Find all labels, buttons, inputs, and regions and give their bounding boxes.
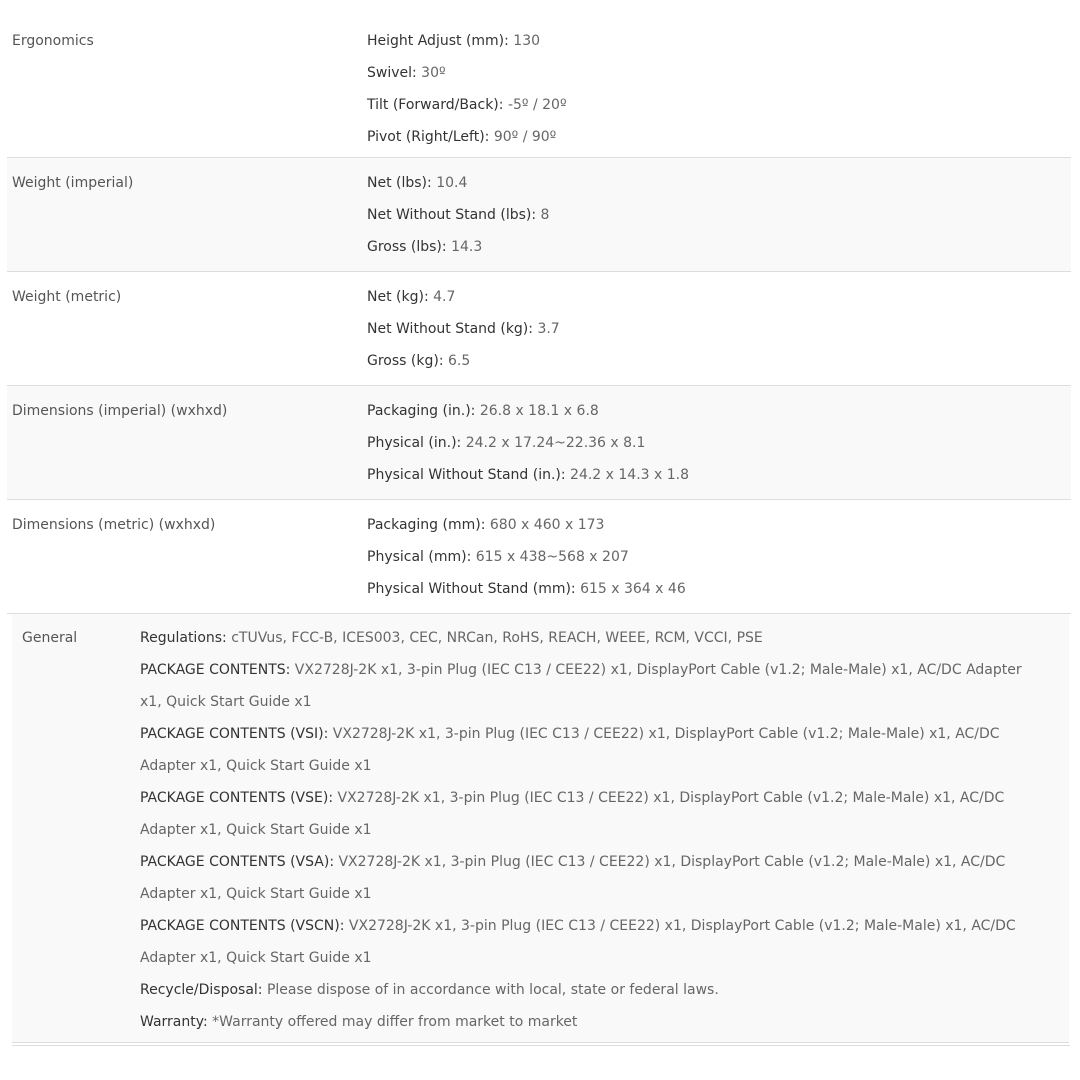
spec-key: PACKAGE CONTENTS (VSE): bbox=[140, 790, 334, 806]
spec-value: VX2728J-2K x1, 3-pin Plug (IEC C13 / CEE22) x1, DisplayPort Cable (v1.2; Male-Male) x1, AC/DC Adapter x1, Quick Start Guide x1 bbox=[140, 726, 1000, 774]
spec-value: 3.7 bbox=[533, 321, 560, 337]
spec-key: Packaging (in.): bbox=[367, 403, 476, 419]
spec-key: Net Without Stand (lbs): bbox=[367, 207, 537, 223]
spec-item bbox=[367, 345, 1071, 377]
spec-values bbox=[367, 158, 1071, 271]
spec-value: 615 x 364 x 46 bbox=[575, 581, 686, 597]
spec-key: Physical Without Stand (mm): bbox=[367, 581, 576, 597]
spec-value: 14.3 bbox=[446, 239, 483, 255]
spec-row-weight-metric bbox=[7, 272, 1071, 386]
spec-value: VX2728J-2K x1, 3-pin Plug (IEC C13 / CEE22) x1, DisplayPort Cable (v1.2; Male-Male) x1, AC/DC Adapter x1, Quick Start Guide x1 bbox=[140, 854, 1006, 902]
spec-item bbox=[367, 57, 1071, 89]
spec-value: -5º / 20º bbox=[503, 97, 567, 113]
spec-key: PACKAGE CONTENTS (VSI): bbox=[140, 726, 329, 742]
spec-item bbox=[367, 541, 1071, 573]
spec-key: Physical Without Stand (in.): bbox=[367, 467, 566, 483]
spec-key: Warranty: bbox=[140, 1014, 208, 1030]
spec-key: Regulations: bbox=[140, 630, 227, 646]
spec-item bbox=[367, 459, 1071, 491]
spec-value: cTUVus, FCC-B, ICES003, CEC, NRCan, RoHS, REACH, WEEE, RCM, VCCI, PSE bbox=[226, 630, 763, 646]
spec-item bbox=[367, 199, 1071, 231]
table-bottom-divider bbox=[12, 1045, 1070, 1046]
spec-item bbox=[367, 25, 1071, 57]
spec-row-dimensions-metric bbox=[7, 500, 1071, 614]
spec-item bbox=[367, 395, 1071, 427]
spec-label: Dimensions (imperial) (wxhxd) bbox=[12, 403, 228, 419]
spec-key: Net (lbs): bbox=[367, 175, 432, 191]
spec-label: Dimensions (metric) (wxhxd) bbox=[12, 517, 216, 533]
spec-item bbox=[140, 654, 1039, 718]
spec-value: *Warranty offered may differ from market to market bbox=[207, 1014, 578, 1030]
spec-value: 680 x 460 x 173 bbox=[485, 517, 605, 533]
spec-row-weight-imperial bbox=[7, 158, 1071, 272]
spec-key: Swivel: bbox=[367, 65, 417, 81]
spec-item bbox=[367, 427, 1071, 459]
spec-key: Recycle/Disposal: bbox=[140, 982, 263, 998]
spec-row-ergonomics bbox=[7, 25, 1071, 158]
spec-key: Net (kg): bbox=[367, 289, 429, 305]
spec-value: 4.7 bbox=[428, 289, 456, 305]
spec-row-dimensions-imperial bbox=[7, 386, 1071, 500]
spec-key: Gross (kg): bbox=[367, 353, 444, 369]
spec-item bbox=[367, 313, 1071, 345]
spec-label: Ergonomics bbox=[12, 33, 94, 49]
spec-key: PACKAGE CONTENTS (VSCN): bbox=[140, 918, 345, 934]
spec-values bbox=[367, 500, 1071, 613]
spec-key: Tilt (Forward/Back): bbox=[367, 97, 504, 113]
spec-key: PACKAGE CONTENTS (VSA): bbox=[140, 854, 335, 870]
spec-value: 615 x 438~568 x 207 bbox=[471, 549, 629, 565]
spec-values bbox=[140, 622, 1069, 1038]
spec-item bbox=[367, 121, 1071, 153]
spec-key: PACKAGE CONTENTS: bbox=[140, 662, 291, 678]
spec-value: 24.2 x 17.24~22.36 x 8.1 bbox=[461, 435, 646, 451]
spec-key: Physical (mm): bbox=[367, 549, 472, 565]
spec-value: 10.4 bbox=[431, 175, 468, 191]
spec-key: Net Without Stand (kg): bbox=[367, 321, 533, 337]
spec-label: Weight (metric) bbox=[12, 289, 122, 305]
spec-value: 8 bbox=[536, 207, 550, 223]
spec-item bbox=[140, 846, 1039, 910]
spec-key: Pivot (Right/Left): bbox=[367, 129, 490, 145]
spec-item bbox=[140, 718, 1039, 782]
spec-value: 26.8 x 18.1 x 6.8 bbox=[475, 403, 599, 419]
spec-row-general bbox=[12, 614, 1069, 1043]
spec-item bbox=[140, 622, 1039, 654]
spec-item bbox=[367, 89, 1071, 121]
spec-values bbox=[367, 272, 1071, 385]
spec-label: General bbox=[22, 630, 78, 646]
spec-value: 24.2 x 14.3 x 1.8 bbox=[565, 467, 690, 483]
spec-item bbox=[140, 974, 1039, 1006]
spec-value: VX2728J-2K x1, 3-pin Plug (IEC C13 / CEE22) x1, DisplayPort Cable (v1.2; Male-Male) x1, AC/DC Adapter x1, Quick Start Guide x1 bbox=[140, 662, 1022, 710]
spec-item bbox=[140, 1006, 1039, 1038]
spec-value: 6.5 bbox=[443, 353, 471, 369]
spec-value: Please dispose of in accordance with local, state or federal laws. bbox=[262, 982, 719, 998]
spec-value: 90º / 90º bbox=[489, 129, 557, 145]
spec-value: VX2728J-2K x1, 3-pin Plug (IEC C13 / CEE22) x1, DisplayPort Cable (v1.2; Male-Male) x1, AC/DC Adapter x1, Quick Start Guide x1 bbox=[140, 790, 1005, 838]
spec-item bbox=[367, 573, 1071, 605]
spec-item bbox=[140, 910, 1039, 974]
spec-item bbox=[367, 231, 1071, 263]
spec-item bbox=[367, 167, 1071, 199]
spec-label: Weight (imperial) bbox=[12, 175, 134, 191]
spec-item bbox=[367, 281, 1071, 313]
spec-value: 130 bbox=[508, 33, 541, 49]
spec-key: Packaging (mm): bbox=[367, 517, 486, 533]
spec-item bbox=[140, 782, 1039, 846]
spec-key: Height Adjust (mm): bbox=[367, 33, 509, 49]
spec-key: Physical (in.): bbox=[367, 435, 462, 451]
spec-key: Gross (lbs): bbox=[367, 239, 447, 255]
spec-item bbox=[367, 509, 1071, 541]
spec-values bbox=[367, 386, 1071, 499]
spec-value: 30º bbox=[416, 65, 446, 81]
spec-table bbox=[7, 25, 1071, 1043]
spec-value: VX2728J-2K x1, 3-pin Plug (IEC C13 / CEE22) x1, DisplayPort Cable (v1.2; Male-Male) x1, AC/DC Adapter x1, Quick Start Guide x1 bbox=[140, 918, 1016, 966]
spec-values bbox=[367, 25, 1071, 157]
